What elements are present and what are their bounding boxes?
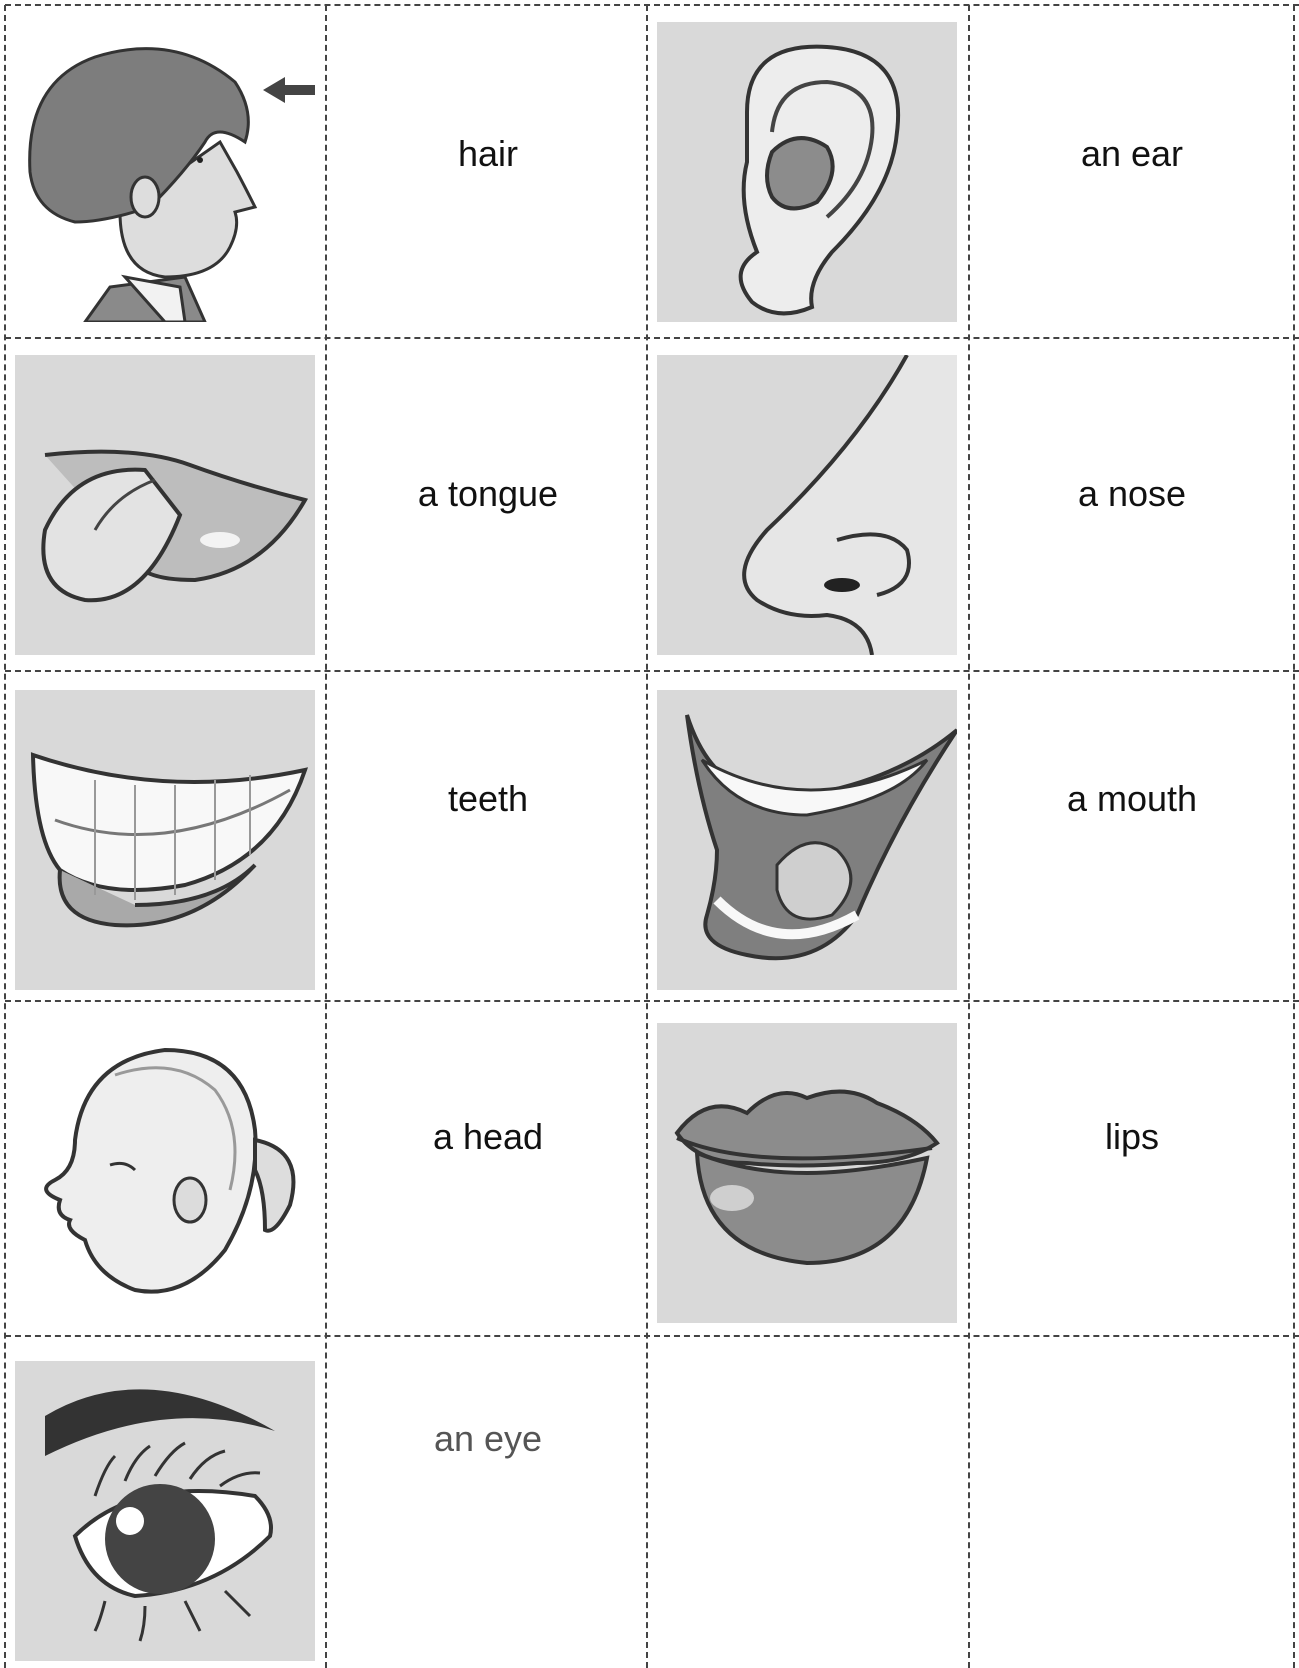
word-label: lips <box>1104 1116 1160 1157</box>
tongue-icon <box>15 355 315 655</box>
cut-line <box>325 5 327 1668</box>
cut-line <box>5 4 1299 6</box>
ear-icon <box>657 22 957 322</box>
word-label: a head <box>432 1116 544 1157</box>
cut-line <box>1293 5 1295 1668</box>
word-label: an eye <box>433 1418 543 1459</box>
word-label: teeth <box>447 778 529 819</box>
word-label: a tongue <box>417 473 559 514</box>
eye-icon <box>15 1361 315 1661</box>
cut-line <box>968 5 970 1668</box>
nose-icon <box>657 355 957 655</box>
word-label: a nose <box>1077 473 1187 514</box>
teeth-icon <box>15 690 315 990</box>
cut-line <box>5 670 1299 672</box>
lips-icon <box>657 1023 957 1323</box>
word-label: an ear <box>1080 133 1184 174</box>
word-label: hair <box>457 133 519 174</box>
cut-line <box>5 1335 1299 1337</box>
cut-line <box>4 5 6 1668</box>
hair-icon <box>15 22 315 322</box>
cut-line <box>5 337 1299 339</box>
cut-line <box>5 1000 1299 1002</box>
head-icon <box>15 1020 315 1320</box>
mouth-icon <box>657 690 957 990</box>
word-label: a mouth <box>1066 778 1198 819</box>
